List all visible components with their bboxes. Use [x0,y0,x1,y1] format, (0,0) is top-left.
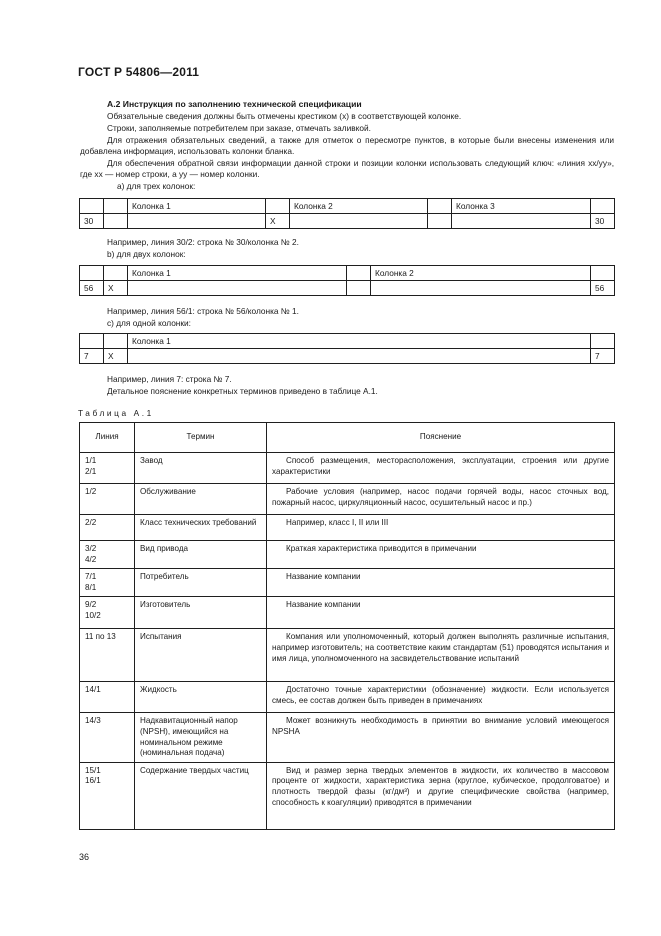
line-cell: 7/1 8/1 [80,569,135,597]
empty-cell [428,199,452,214]
explanation-cell: Может возникнуть необходимость в принятии во внимание условий имеющегося NPSHA [267,713,615,762]
term-cell: Содержание твердых частиц [135,762,267,829]
one-column-key-table [79,333,615,364]
table-row [80,682,615,713]
empty-cell [128,349,591,364]
line-cell: 14/1 [80,682,135,713]
empty-cell [347,281,371,296]
column-label: Колонка 1 [128,266,347,281]
table-row [80,569,615,597]
line-cell: 3/2 4/2 [80,541,135,569]
paragraph: Для обеспечения обратной связи информации данной строки и позиции колонки использовать следующий ключ: «линия хх/уу», где хх — номер строки, а уу — номер колонки. [80,158,614,180]
list-item: b) для двух колонок: [107,249,186,259]
explanation-cell: Например, класс I, II или III [267,515,615,541]
column-label: Колонка 1 [128,199,266,214]
empty-cell [266,199,290,214]
example-text: Например, линия 30/2: строка № 30/колонка № 2. [107,237,299,247]
empty-cell [428,214,452,229]
empty-cell [80,266,104,281]
term-cell: Испытания [135,629,267,682]
terms-table [79,422,615,830]
line-cell: 1/1 2/1 [80,453,135,484]
line-cell: 11 по 13 [80,629,135,682]
paragraph: Детальное пояснение конкретных терминов приведено в таблице А.1. [107,386,378,396]
empty-cell [347,266,371,281]
explanation-cell: Название компании [267,597,615,629]
table-row [80,541,615,569]
table-row [80,762,615,829]
empty-cell [104,334,128,349]
empty-cell [128,214,266,229]
example-text: Например, линия 56/1: строка № 56/колонка № 1. [107,306,299,316]
table-caption: Таблица А.1 [78,408,154,418]
line-number: 30 [591,214,615,229]
term-cell: Надкавитационный напор (NPSH), имеющийся на номинальном режиме (номинальная подача) [135,713,267,762]
table-row [80,515,615,541]
list-item: с) для одной колонки: [107,318,191,328]
cross-mark: X [266,214,290,229]
term-cell: Обслуживание [135,484,267,515]
document-header: ГОСТ Р 54806—2011 [78,65,200,79]
paragraph: Строки, заполняемые потребителем при заказе, отмечать заливкой. [107,123,371,133]
line-number: 7 [591,349,615,364]
paragraph: Для отражения обязательных сведений, а также для отметок о пересмотре пунктов, в которые были внесены изменения или добавлена информация, использовать колонки бланка. [80,135,614,157]
empty-cell [452,214,591,229]
line-cell: 1/2 [80,484,135,515]
three-column-key-table [79,198,615,229]
cross-mark: X [104,281,128,296]
table-row [80,484,615,515]
page-number: 36 [79,852,90,862]
line-number: 56 [80,281,104,296]
column-header-explanation: Пояснение [267,423,615,453]
empty-cell [290,214,428,229]
empty-cell [591,334,615,349]
explanation-cell: Название компании [267,569,615,597]
table-row [80,453,615,484]
term-cell: Завод [135,453,267,484]
explanation-cell: Компания или уполномоченный, который должен выполнять различные испытания, например изготовитель; на соответствие каким стандартам (51) проводятся испытания и имя лица, уполномоченного на засвидетельствование испытаний [267,629,615,682]
column-header-term: Термин [135,423,267,453]
empty-cell [371,281,591,296]
explanation-cell: Достаточно точные характеристики (обозначение) жидкости. Если используется смесь, ее состав должен быть приведен в примечаниях [267,682,615,713]
empty-cell [104,199,128,214]
line-number: 30 [80,214,104,229]
section-title: A.2 Инструкция по заполнению технической спецификации [107,99,362,109]
term-cell: Вид привода [135,541,267,569]
empty-cell [104,214,128,229]
table-row [80,713,615,762]
term-cell: Изготовитель [135,597,267,629]
column-label: Колонка 1 [128,334,591,349]
cross-mark: X [104,349,128,364]
paragraph: Обязательные сведения должны быть отмечены крестиком (х) в соответствующей колонке. [107,111,462,121]
term-cell: Класс технических требований [135,515,267,541]
column-label: Колонка 3 [452,199,591,214]
empty-cell [104,266,128,281]
explanation-cell: Рабочие условия (например, насос подачи горячей воды, насос сточных вод, пожарный насос, циркуляционный насос, осушительный насос и пр.) [267,484,615,515]
column-label: Колонка 2 [371,266,591,281]
table-row [80,597,615,629]
table-header-row [80,423,615,453]
line-number: 7 [80,349,104,364]
column-label: Колонка 2 [290,199,428,214]
line-number: 56 [591,281,615,296]
line-cell: 9/2 10/2 [80,597,135,629]
term-cell: Жидкость [135,682,267,713]
line-cell: 15/1 16/1 [80,762,135,829]
example-text: Например, линия 7: строка № 7. [107,374,232,384]
two-column-key-table [79,265,615,296]
list-item: а) для трех колонок: [117,181,196,191]
table-row [80,629,615,682]
empty-cell [80,334,104,349]
column-header-line: Линия [80,423,135,453]
empty-cell [128,281,347,296]
explanation-cell: Способ размещения, месторасположения, эксплуатации, строения или другие характеристики [267,453,615,484]
line-cell: 2/2 [80,515,135,541]
empty-cell [591,266,615,281]
explanation-cell: Краткая характеристика приводится в примечании [267,541,615,569]
term-cell: Потребитель [135,569,267,597]
explanation-cell: Вид и размер зерна твердых элементов в жидкости, их количество в массовом проценте от жидкости, характеристика зерна (круглое, кубическое, продолговатое) и плотность твердой фазы (кг/дм³) и другие специфические свойства (например, способность к коагуляции) приводятся в примечании [267,762,615,829]
line-cell: 14/3 [80,713,135,762]
empty-cell [80,199,104,214]
empty-cell [591,199,615,214]
